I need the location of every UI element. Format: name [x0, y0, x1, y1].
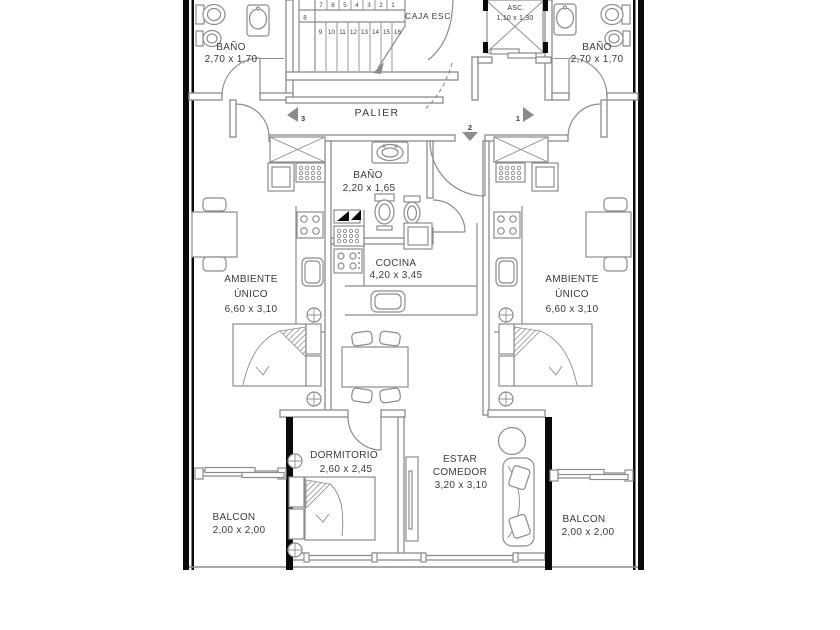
step-number: 14 [372, 29, 379, 36]
step-number: 7 [319, 2, 323, 9]
column-marker-icon [288, 543, 302, 557]
chair-icon [351, 388, 373, 404]
closet-duct-icon [494, 137, 548, 162]
unit-number: 2 [467, 123, 473, 132]
window-cap [513, 553, 518, 562]
chair-icon [203, 198, 226, 211]
step-number: 9 [318, 29, 323, 36]
unit-marker-3 [287, 107, 305, 123]
chair-icon [604, 257, 627, 271]
room-label-balcon-right: BALCON [562, 514, 606, 525]
window-cap [372, 553, 377, 562]
unit-right [494, 137, 631, 406]
room-label-ambiente-left-1: AMBIENTE [224, 274, 278, 285]
room-label-estar-1: ESTAR [442, 454, 478, 465]
bed-icon [289, 477, 375, 540]
column-marker-icon [499, 392, 513, 406]
unit-number: 3 [301, 114, 306, 123]
room-dims-balcon-right: 2,00 x 2,00 [561, 527, 615, 538]
estar-comedor [406, 428, 534, 547]
bidet-icon [404, 196, 420, 224]
unit-number: 1 [515, 114, 520, 123]
room-dims-ambiente-right: 6,60 x 3,10 [545, 304, 599, 315]
window-cap [304, 553, 309, 562]
door-arc-unit-3 [236, 104, 269, 137]
door-arc-unit-1 [568, 104, 601, 137]
sofa-icon [503, 458, 534, 546]
sliding-door [558, 470, 604, 475]
balcony-left [195, 468, 286, 537]
stove-icon [297, 212, 323, 238]
elevator-sliding-door [508, 53, 536, 58]
room-label-ambiente-right-1: AMBIENTE [545, 274, 599, 285]
fridge-icon [532, 163, 558, 191]
dish-rack-icon [334, 226, 364, 246]
room-dims-dormitorio: 2,60 x 2,45 [319, 464, 373, 475]
room-label-bano-middle: BAÑO [353, 170, 383, 181]
room-dims-bano-left: 2,70 x 1,70 [204, 54, 258, 65]
room-label-bano-right: BAÑO [582, 42, 612, 53]
elevator [483, 0, 548, 58]
room-dims-balcon-left: 2,00 x 2,00 [212, 525, 266, 536]
step-number: 15 [383, 29, 390, 36]
fridge-icon [268, 163, 294, 191]
room-dims-bano-middle: 2,20 x 1,65 [342, 183, 396, 194]
room-dims-bano-right: 2,70 x 1,70 [570, 54, 624, 65]
dish-rack-icon [496, 163, 525, 182]
wardrobe-icon [406, 457, 418, 541]
kitchen-sink-icon [496, 258, 517, 286]
unit-marker-1 [516, 107, 534, 123]
sink-icon [554, 4, 576, 35]
step-number: 1 [391, 2, 395, 9]
step-number: 6 [331, 2, 335, 9]
room-label-dormitorio: DORMITORIO [310, 450, 378, 461]
balcony-right [550, 470, 633, 539]
step-number: 16 [394, 29, 401, 36]
dormitorio [288, 417, 381, 557]
toilet-icon [601, 5, 630, 25]
chair-icon [203, 257, 226, 271]
room-label-ambiente-right-2: ÚNICO [555, 289, 589, 300]
bathroom-top-right [553, 4, 630, 96]
counter-sink-unit-icon [334, 210, 361, 223]
unit-marker-2 [462, 123, 478, 141]
step-number: 11 [339, 29, 346, 36]
dish-rack-icon [296, 163, 325, 182]
step-number: 4 [355, 2, 359, 9]
stairwell [299, 0, 453, 110]
room-label-ascensor: ASC. [507, 5, 525, 12]
step-number: 12 [350, 29, 357, 36]
unit-arrow-right-icon [523, 107, 534, 122]
dining-table [342, 331, 408, 404]
chair-icon [604, 198, 627, 211]
unit-arrow-down-icon [462, 132, 478, 141]
room-dims-estar: 3,20 x 3,10 [434, 480, 488, 491]
sliding-door [242, 473, 284, 478]
room-dims-ambiente-left: 6,60 x 3,10 [224, 304, 278, 315]
room-label-balcon-left: BALCON [212, 512, 256, 523]
column-marker-icon [288, 454, 302, 468]
room-label-ambiente-left-2: ÚNICO [234, 289, 268, 300]
table-icon [586, 198, 631, 271]
stove-icon [334, 249, 362, 273]
room-dims-ascensor: 1,10 x 1,30 [496, 15, 534, 22]
fridge-icon [404, 223, 432, 249]
room-label-palier: PALIER [354, 107, 400, 119]
chair-icon [379, 331, 401, 347]
column-marker-icon [307, 392, 321, 406]
kitchen-sink-icon [302, 258, 323, 286]
unit-left [192, 137, 325, 406]
column-marker-icon [307, 308, 321, 322]
step-number: 2 [379, 2, 383, 9]
sliding-door [205, 468, 255, 473]
rail-post [195, 468, 203, 479]
step-number: 3 [367, 2, 371, 9]
step-number: 10 [328, 29, 335, 36]
round-table-icon [499, 428, 526, 455]
sink-icon [372, 142, 408, 163]
room-label-cocina: COCINA [375, 258, 417, 269]
step-number: 5 [343, 2, 347, 9]
stair-rail-curve [428, 0, 453, 60]
bathroom-top-left [196, 5, 284, 97]
sink-icon [247, 5, 269, 36]
rail-post [550, 470, 558, 481]
room-label-bano-left: BAÑO [216, 42, 246, 53]
door-arc [348, 417, 381, 450]
kitchen-sink-icon [371, 291, 405, 312]
room-dims-cocina: 4,20 x 3,45 [369, 270, 423, 281]
bed-icon [233, 324, 321, 386]
stove-icon [494, 212, 520, 238]
bed-icon [499, 324, 592, 386]
chair-icon [351, 331, 373, 347]
room-label-estar-2: COMEDOR [432, 467, 488, 478]
table-icon [192, 198, 237, 271]
step-number: 8 [303, 14, 307, 22]
kitchen-middle [334, 210, 477, 315]
closet-duct-icon [270, 137, 325, 162]
step-number: 13 [361, 29, 368, 36]
door-arc-unit-2 [430, 141, 485, 196]
unit-arrow-left-icon [287, 107, 298, 122]
room-label-caja-esc: CAJA ESC [405, 11, 451, 21]
chair-icon [379, 388, 401, 404]
window-cap [421, 553, 426, 562]
toilet-icon [196, 5, 225, 25]
column-marker-icon [499, 308, 513, 322]
door-arc [433, 200, 465, 232]
toilet-icon [375, 194, 394, 230]
sliding-door [590, 475, 628, 480]
